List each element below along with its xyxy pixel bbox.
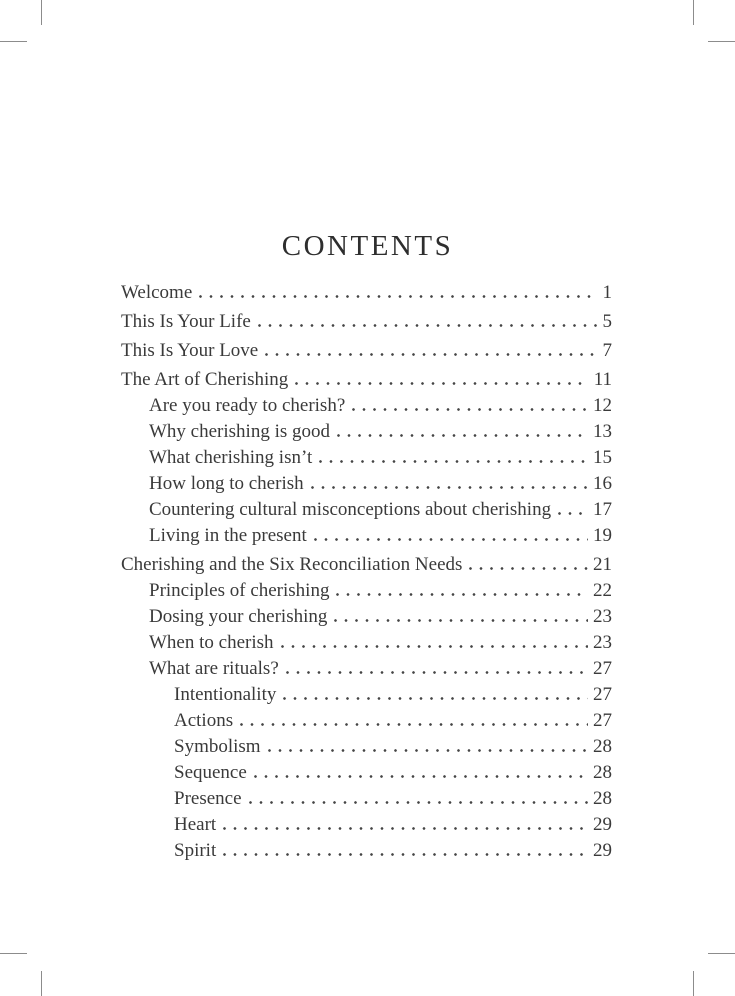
toc-entry-page: 17 (593, 499, 612, 520)
toc-entry (121, 656, 612, 682)
toc-entry-page: 27 (593, 710, 612, 731)
toc-entry-label: Welcome (121, 282, 193, 303)
crop-mark-top-left-horizontal (0, 41, 27, 42)
dot-leader (240, 723, 588, 726)
dot-leader (334, 619, 588, 622)
toc-entry (121, 309, 612, 335)
toc-entry-label: What are rituals? (149, 658, 279, 679)
dot-leader (283, 697, 588, 700)
toc-entry-page: 16 (593, 473, 612, 494)
toc-entry-label: Symbolism (174, 736, 261, 757)
dot-leader (319, 460, 588, 463)
toc-list (121, 280, 612, 864)
crop-mark-top-right-vertical (693, 0, 694, 25)
toc-entry (121, 708, 612, 734)
dot-leader (286, 671, 588, 674)
toc-entry-page: 29 (593, 840, 612, 861)
toc-entry-label: How long to cherish (149, 473, 304, 494)
crop-mark-bottom-left-horizontal (0, 953, 27, 954)
toc-entry-label: Living in the present (149, 525, 307, 546)
dot-leader (199, 295, 597, 298)
toc-entry (121, 578, 612, 604)
toc-entry (121, 338, 612, 364)
toc-entry-page: 27 (593, 684, 612, 705)
toc-entry-page: 29 (593, 814, 612, 835)
toc-entry (121, 471, 612, 497)
toc-entry-label: The Art of Cherishing (121, 369, 289, 390)
toc-entry-label: Heart (174, 814, 217, 835)
toc-entry (121, 280, 612, 306)
crop-mark-bottom-right-horizontal (708, 953, 735, 954)
toc-entry-label: What cherishing isn’t (149, 447, 313, 468)
toc-entry-label: This Is Your Life (121, 311, 251, 332)
toc-entry-page: 21 (593, 554, 612, 575)
toc-entry (121, 838, 612, 864)
dot-leader (223, 853, 588, 856)
dot-leader (558, 512, 588, 515)
dot-leader (314, 538, 588, 541)
crop-mark-bottom-left-vertical (41, 971, 42, 996)
toc-entry (121, 419, 612, 445)
toc-entry-page: 11 (593, 369, 612, 390)
toc-entry-label: Dosing your cherishing (149, 606, 328, 627)
toc-entry-page: 27 (593, 658, 612, 679)
dot-leader (254, 775, 588, 778)
toc-entry-page: 12 (593, 395, 612, 416)
toc-entry (121, 682, 612, 708)
toc-entry-page: 23 (593, 606, 612, 627)
dot-leader (223, 827, 588, 830)
dot-leader (281, 645, 588, 648)
toc-entry-label: Cherishing and the Six Reconciliation Needs (121, 554, 463, 575)
toc-entry-page: 28 (593, 762, 612, 783)
toc-entry (121, 630, 612, 656)
dot-leader (352, 408, 588, 411)
toc-entry-label: Spirit (174, 840, 217, 861)
toc-entry-page: 19 (593, 525, 612, 546)
toc-entry (121, 760, 612, 786)
dot-leader (258, 324, 598, 327)
dot-leader (295, 382, 588, 385)
toc-entry-page: 28 (593, 788, 612, 809)
toc-entry (121, 734, 612, 760)
toc-entry-label: Countering cultural misconceptions about cherishing (149, 499, 552, 520)
dot-leader (337, 434, 588, 437)
dot-leader (268, 749, 588, 752)
toc-entry (121, 812, 612, 838)
dot-leader (249, 801, 588, 804)
toc-entry-label: This Is Your Love (121, 340, 259, 361)
page-title: CONTENTS (281, 230, 454, 262)
crop-mark-top-right-horizontal (708, 41, 735, 42)
dot-leader (311, 486, 588, 489)
toc-entry-label: Intentionality (174, 684, 277, 705)
toc-entry (121, 367, 612, 393)
toc-entry-page: 28 (593, 736, 612, 757)
toc-entry (121, 445, 612, 471)
toc-entry-page: 7 (602, 340, 612, 361)
toc-entry-label: Sequence (174, 762, 247, 783)
toc-entry (121, 497, 612, 523)
toc-entry-page: 1 (602, 282, 612, 303)
crop-mark-top-left-vertical (41, 0, 42, 25)
toc-entry-page: 22 (593, 580, 612, 601)
toc-entry (121, 552, 612, 578)
toc-entry (121, 604, 612, 630)
dot-leader (336, 593, 588, 596)
toc-entry (121, 393, 612, 419)
toc-entry-label: Actions (174, 710, 234, 731)
dot-leader (469, 567, 588, 570)
toc-entry-label: Presence (174, 788, 242, 809)
crop-mark-bottom-right-vertical (693, 971, 694, 996)
toc-entry-page: 15 (593, 447, 612, 468)
toc-entry-page: 13 (593, 421, 612, 442)
toc-entry-page: 5 (602, 311, 612, 332)
dot-leader (265, 353, 597, 356)
toc-entry-label: Principles of cherishing (149, 580, 330, 601)
toc-entry-page: 23 (593, 632, 612, 653)
toc-entry-label: Why cherishing is good (149, 421, 331, 442)
toc-entry-label: Are you ready to cherish? (149, 395, 346, 416)
toc-entry-label: When to cherish (149, 632, 274, 653)
toc-entry (121, 523, 612, 549)
toc-entry (121, 786, 612, 812)
